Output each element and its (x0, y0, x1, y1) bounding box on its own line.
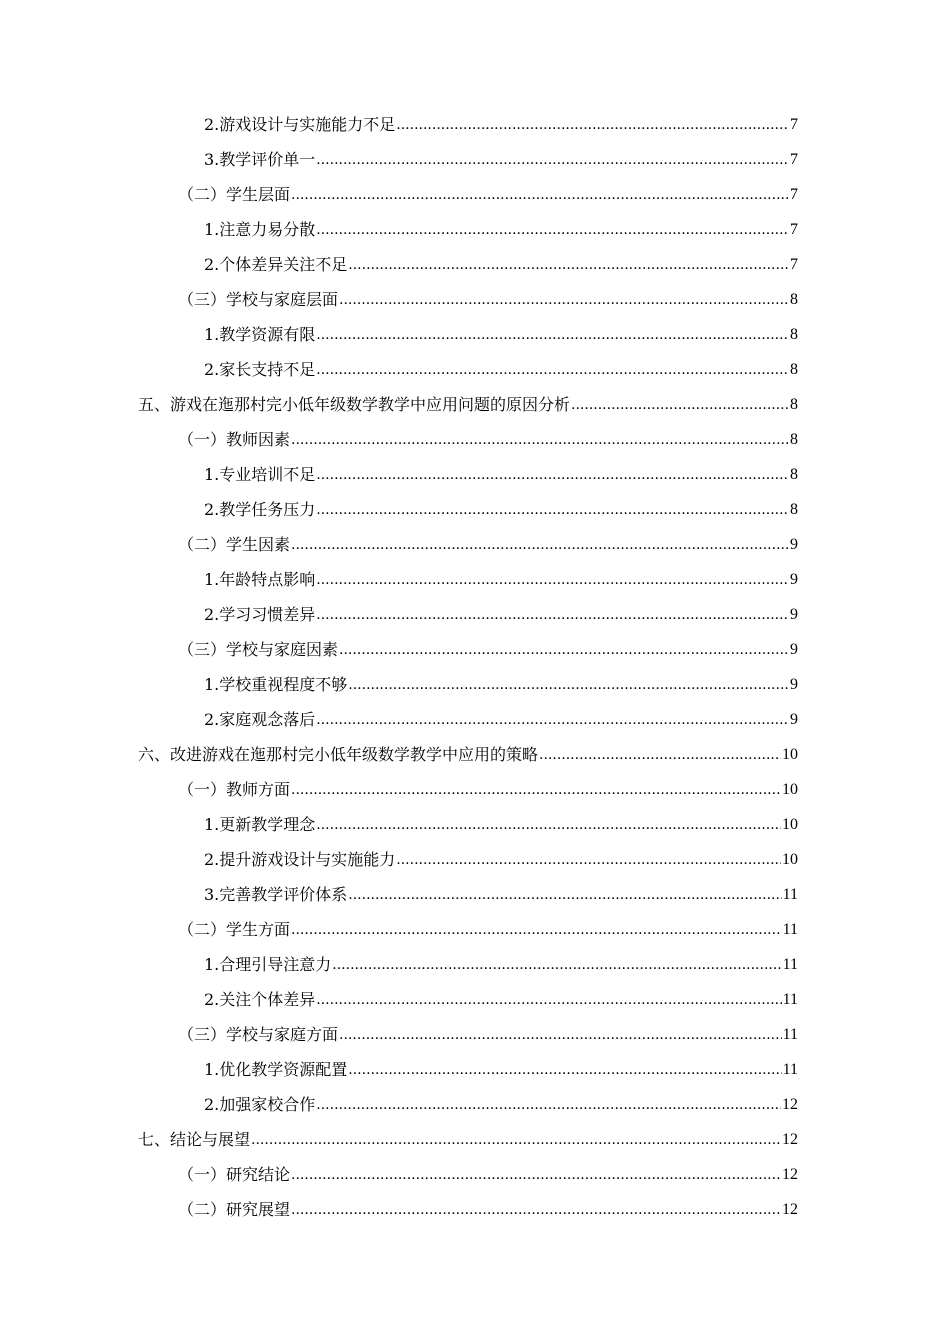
toc-entry-page: 8 (790, 396, 798, 413)
toc-entry-title: （二）学生因素 (178, 535, 291, 554)
toc-entry[interactable] (0, 773, 950, 808)
toc-entry[interactable] (0, 1053, 950, 1088)
toc-entry-page: 7 (790, 256, 798, 273)
toc-dot-leader (316, 150, 789, 170)
toc-entry[interactable] (0, 283, 950, 318)
toc-entry-title: 1.优化教学资源配置 (204, 1060, 348, 1079)
toc-entry[interactable] (0, 808, 950, 843)
toc-entry-title: 2.教学任务压力 (204, 500, 316, 519)
toc-entry-page: 11 (782, 991, 798, 1008)
toc-dot-leader (339, 290, 789, 310)
toc-entry[interactable] (0, 528, 950, 563)
toc-entry-title: 1.年龄特点影响 (204, 570, 316, 589)
toc-entry-page: 8 (790, 361, 798, 378)
toc-dot-leader (316, 500, 789, 520)
toc-entry-page: 8 (790, 326, 798, 343)
toc-entry-page: 11 (782, 956, 798, 973)
toc-entry-page: 8 (790, 501, 798, 518)
toc-dot-leader (316, 605, 789, 625)
toc-entry[interactable] (0, 633, 950, 668)
toc-entry[interactable] (0, 703, 950, 738)
toc-dot-leader (332, 955, 781, 975)
table-of-contents (0, 108, 950, 1228)
toc-dot-leader (348, 255, 789, 275)
toc-entry-page: 8 (790, 466, 798, 483)
toc-entry-page: 11 (782, 921, 798, 938)
toc-entry-page: 12 (782, 1096, 798, 1113)
toc-dot-leader (348, 1060, 781, 1080)
toc-entry-page: 11 (782, 886, 798, 903)
toc-entry-page: 7 (790, 116, 798, 133)
toc-dot-leader (316, 325, 789, 345)
toc-entry[interactable] (0, 913, 950, 948)
toc-dot-leader (396, 850, 781, 870)
toc-entry[interactable] (0, 1193, 950, 1228)
toc-entry[interactable] (0, 248, 950, 283)
toc-entry[interactable] (0, 108, 950, 143)
toc-dot-leader (316, 815, 781, 835)
toc-entry-page: 12 (782, 1201, 798, 1218)
toc-entry-title: 七、结论与展望 (138, 1130, 251, 1149)
toc-entry[interactable] (0, 353, 950, 388)
toc-entry-page: 10 (782, 816, 798, 833)
toc-dot-leader (339, 1025, 782, 1045)
toc-entry[interactable] (0, 983, 950, 1018)
toc-entry[interactable] (0, 1088, 950, 1123)
toc-entry[interactable] (0, 843, 950, 878)
toc-entry[interactable] (0, 388, 950, 423)
toc-entry-page: 9 (790, 536, 798, 553)
toc-entry[interactable] (0, 143, 950, 178)
toc-dot-leader (251, 1130, 781, 1150)
toc-entry[interactable] (0, 1018, 950, 1053)
toc-entry-title: 2.提升游戏设计与实施能力 (204, 850, 396, 869)
toc-dot-leader (396, 115, 789, 135)
toc-dot-leader (339, 640, 789, 660)
toc-entry-title: （二）学生方面 (178, 920, 291, 939)
toc-entry[interactable] (0, 493, 950, 528)
toc-entry-page: 8 (790, 431, 798, 448)
toc-dot-leader (291, 535, 789, 555)
toc-dot-leader (291, 920, 782, 940)
toc-entry-title: 2.学习习惯差异 (204, 605, 316, 624)
toc-entry-title: 1.注意力易分散 (204, 220, 316, 239)
toc-entry[interactable] (0, 458, 950, 493)
toc-entry[interactable] (0, 213, 950, 248)
toc-entry-page: 11 (782, 1061, 798, 1078)
toc-entry-page: 7 (790, 186, 798, 203)
toc-entry-page: 9 (790, 711, 798, 728)
toc-entry-page: 8 (790, 291, 798, 308)
toc-dot-leader (291, 185, 789, 205)
toc-entry-title: （三）学校与家庭方面 (178, 1025, 339, 1044)
toc-entry[interactable] (0, 878, 950, 913)
toc-entry-title: （一）研究结论 (178, 1165, 291, 1184)
toc-entry-title: 1.教学资源有限 (204, 325, 316, 344)
toc-entry-title: 3.完善教学评价体系 (204, 885, 348, 904)
toc-dot-leader (316, 990, 781, 1010)
toc-entry-page: 9 (790, 676, 798, 693)
toc-entry-title: 1.合理引导注意力 (204, 955, 332, 974)
toc-entry-page: 10 (782, 851, 798, 868)
toc-entry[interactable] (0, 1123, 950, 1158)
toc-entry-page: 9 (790, 641, 798, 658)
toc-dot-leader (316, 1095, 781, 1115)
toc-dot-leader (348, 675, 789, 695)
toc-entry-page: 11 (782, 1026, 798, 1043)
toc-dot-leader (316, 570, 789, 590)
toc-entry-title: 2.关注个体差异 (204, 990, 316, 1009)
toc-dot-leader (539, 745, 781, 765)
toc-entry-page: 12 (782, 1166, 798, 1183)
toc-entry[interactable] (0, 178, 950, 213)
toc-dot-leader (348, 885, 781, 905)
toc-entry-page: 9 (790, 571, 798, 588)
toc-dot-leader (316, 710, 789, 730)
toc-entry-title: 2.个体差异关注不足 (204, 255, 348, 274)
toc-dot-leader (291, 1200, 781, 1220)
toc-entry-title: （一）教师因素 (178, 430, 291, 449)
toc-entry-title: 3.教学评价单一 (204, 150, 316, 169)
toc-entry-page: 10 (782, 746, 798, 763)
toc-dot-leader (291, 430, 789, 450)
toc-entry[interactable] (0, 1158, 950, 1193)
toc-entry[interactable] (0, 598, 950, 633)
toc-dot-leader (316, 360, 789, 380)
toc-entry-title: 1.专业培训不足 (204, 465, 316, 484)
toc-entry-page: 7 (790, 221, 798, 238)
toc-entry[interactable] (0, 563, 950, 598)
toc-entry-title: 2.加强家校合作 (204, 1095, 316, 1114)
toc-dot-leader (291, 1165, 781, 1185)
toc-entry[interactable] (0, 738, 950, 773)
toc-entry-title: （三）学校与家庭层面 (178, 290, 339, 309)
toc-entry-page: 9 (790, 606, 798, 623)
toc-entry-title: （三）学校与家庭因素 (178, 640, 339, 659)
toc-entry-title: 1.学校重视程度不够 (204, 675, 348, 694)
toc-dot-leader (571, 395, 789, 415)
toc-entry[interactable] (0, 668, 950, 703)
toc-entry-page: 12 (782, 1131, 798, 1148)
toc-entry-title: （二）研究展望 (178, 1200, 291, 1219)
toc-dot-leader (316, 465, 789, 485)
toc-entry-page: 7 (790, 151, 798, 168)
toc-entry[interactable] (0, 423, 950, 458)
toc-entry-title: 六、改进游戏在迤那村完小低年级数学教学中应用的策略 (138, 745, 539, 764)
toc-entry[interactable] (0, 318, 950, 353)
toc-entry-title: 1.更新教学理念 (204, 815, 316, 834)
toc-entry-title: （一）教师方面 (178, 780, 291, 799)
toc-entry-title: 2.游戏设计与实施能力不足 (204, 115, 396, 134)
toc-entry[interactable] (0, 948, 950, 983)
toc-entry-page: 10 (782, 781, 798, 798)
toc-entry-title: （二）学生层面 (178, 185, 291, 204)
toc-dot-leader (316, 220, 789, 240)
toc-entry-title: 五、游戏在迤那村完小低年级数学教学中应用问题的原因分析 (138, 395, 571, 414)
toc-dot-leader (291, 780, 781, 800)
toc-entry-title: 2.家长支持不足 (204, 360, 316, 379)
toc-entry-title: 2.家庭观念落后 (204, 710, 316, 729)
